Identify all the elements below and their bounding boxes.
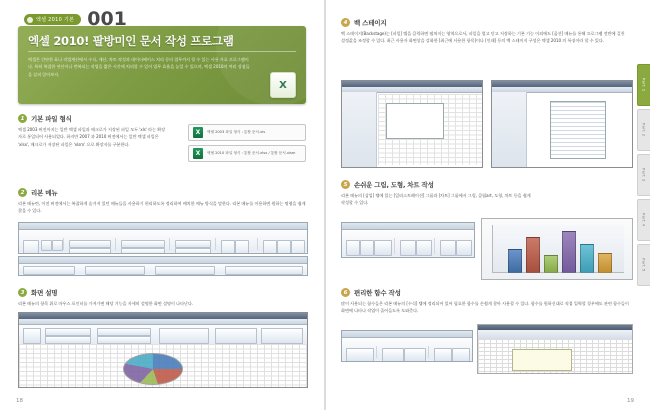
part-tab-4[interactable]	[637, 199, 650, 241]
hero-title: 엑셀 2010! 팔방미인 문서 작성 프로그램	[28, 34, 234, 48]
chart-bar	[562, 231, 576, 273]
section-5-bullet: 5	[341, 180, 350, 189]
excel-ribbon	[19, 325, 307, 346]
tip-box-xlsx	[188, 145, 306, 162]
ribbon-screenshot	[18, 222, 308, 254]
section-3-body: 리본 메뉴의 항목 위로 마우스 포인터를 가져가면 해당 기능을 자세히 설명한 화면 설명이 나타난다.	[18, 301, 194, 306]
hero-banner	[18, 26, 306, 104]
right-page	[325, 0, 650, 410]
section-1-title: 기본 파일 형식	[31, 115, 72, 123]
part-tab-3[interactable]	[637, 154, 650, 196]
insert-ribbon-tabs	[342, 223, 474, 230]
part-tab-strip	[637, 64, 650, 286]
part-tab-2[interactable]	[637, 109, 650, 151]
chart-bar	[544, 255, 558, 273]
excel-file-icon: X	[193, 127, 203, 138]
part-tab-4-label: Part 4	[641, 213, 647, 227]
chart-bar	[508, 249, 522, 273]
part-tab-1[interactable]	[637, 64, 650, 106]
tip-box-xlsx-text: 엑셀 2010 파일 형식 : 통합 문서.xlsx / 통합 문서.xlsm	[207, 150, 296, 155]
section-3-title: 화면 설명	[31, 289, 58, 297]
section-2-body: 리본 메뉴란, 이전 버전에서는 복잡하게 숨겨져 있던 메뉴들을 사용하기 편리하도록 정리하여 배치한 메뉴 방식을 말한다. 리본 메뉴를 이용하면 원하는 명령을 쉽게 찾을 수 있다.	[18, 201, 306, 214]
chart-bar	[580, 244, 594, 273]
insert-ribbon-screenshot	[341, 222, 475, 258]
section-3-bullet: 3	[18, 288, 27, 297]
section-2-head	[18, 188, 306, 197]
insert-ribbon-groups	[342, 230, 474, 256]
hero-divider	[28, 51, 296, 52]
pie-chart-thumbnail	[123, 353, 183, 385]
section-1-body: 엑셀 2003 버전까지는 일반 엑셀 파일과 매크로가 저장된 파일 모두 'xls' 라는 확장자로 통일되어 사용되었다. 하지만 2007 과 2010 버전에서는 일반 엑셀 파일은 'xlsx', 매크로가 저장된 파일은 'xlsm' 으로 확장자를 구분한다.	[18, 127, 166, 147]
excel-icon-letter: X	[279, 79, 287, 91]
formula-ribbon-screenshot	[341, 330, 473, 362]
excel-window-screenshot	[18, 312, 308, 388]
section-5-title: 손쉬운 그림, 도형, 차트 작성	[354, 181, 434, 189]
ribbon-groups-2	[19, 264, 307, 274]
section-6-body: 많이 사용되는 함수들은 리본 메뉴의 [수식] 탭에 정리되어 있어 필요한 함수를 손쉽게 찾아 사용할 수 있다. 함수를 원하신대로 직접 입력할 경우에도 관련 함수들이 화면에 나타나 작업이 줄어들도록 도와준다.	[341, 301, 629, 314]
section-5-body: 리본 메뉴의 [삽입] 탭에 있는 [일러스트레이션] 그룹과 [차트] 그룹에서 그림, 클립art, 도형, 차트 등을 쉽게 작성할 수 있다.	[341, 193, 531, 206]
part-tab-5[interactable]	[637, 244, 650, 286]
section-2-title: 리본 메뉴	[31, 189, 58, 197]
section-1-head	[18, 114, 306, 123]
page-gutter	[324, 0, 326, 410]
ribbon-groups	[19, 230, 307, 252]
chart-bar	[598, 253, 612, 273]
page-number-left: 18	[16, 398, 23, 404]
excel-icon	[270, 72, 296, 98]
formula-ribbon-groups	[342, 338, 472, 360]
excel-file-icon-2: X	[193, 148, 203, 159]
print-preview-page	[550, 101, 606, 159]
section-ribbon-menu	[18, 188, 306, 215]
formula-ribbon-tabs	[342, 331, 472, 338]
section-5-head	[341, 180, 629, 189]
section-4-bullet: 4	[341, 18, 350, 27]
ribbon-screenshot-2	[18, 256, 308, 276]
part-tab-2-label: Part 2	[641, 123, 647, 137]
chapter-number: 001	[87, 8, 127, 30]
section-functions	[341, 288, 629, 315]
section-4-head	[341, 18, 629, 27]
part-tab-5-label: Part 5	[641, 258, 647, 272]
backstage-screenshot-1	[341, 80, 483, 168]
page-number-right: 19	[627, 398, 634, 404]
section-4-title: 백 스테이지	[354, 19, 387, 27]
section-6-bullet: 6	[341, 288, 350, 297]
part-tab-3-label: Part 3	[641, 168, 647, 182]
section-6-head	[341, 288, 629, 297]
ribbon-tabs	[19, 223, 307, 230]
function-tooltip-list	[512, 349, 572, 371]
section-6-title: 편리한 함수 작성	[354, 289, 401, 297]
section-insert-objects	[341, 180, 629, 207]
backstage-left-nav-1	[342, 92, 377, 167]
section-1-bullet: 1	[18, 114, 27, 123]
tip-box-xls	[188, 124, 306, 141]
section-3-head	[18, 288, 306, 297]
backstage-screenshot-2	[491, 80, 633, 168]
chart-bar	[526, 237, 540, 273]
chapter-tag-label: 엑셀 2010 기본	[24, 14, 81, 25]
section-backstage	[341, 18, 629, 45]
hero-body: 엑셀은 간단한 표나 작업계산에서 수식, 계산, 차트 작성과 데이터베이스 처리 등의 업무까지 할 수 있는 사용 자료 프로그램이다. 특히 복잡한 연산이나 반복되는 작업을 짧은 시간에 처리할 수 있어 업무 효율을 높일 수 있으며, 엑셀 2010의 여러 장점들을 살펴 알아보자.	[28, 57, 250, 77]
backstage-doc-thumb	[386, 103, 444, 139]
chapter-tag	[24, 10, 127, 29]
ribbon-tabs-2	[19, 257, 307, 264]
tip-box-xls-text: 엑셀 2003 파일 형식 : 통합 문서.xls	[207, 129, 266, 134]
backstage-left-nav-2	[492, 92, 527, 167]
section-4-body: 백 스테이지(Backstage)는 [파일] 탭을 클릭하면 펼쳐지는 영역으로서, 파일을 열고 닫고 저장하는 기본 기능 이외에도 [옵션] 메뉴를 통해 프로그램 전반에 걸친 설정값을 조정할 수 있다. 최근 사용자 화면상을 강화한 [최근에 사용한 항목]이나 [인쇄] 등의 백 스테이지 구성은 엑셀 2010 의 특징이라 할 수 있다.	[341, 31, 625, 44]
part-tab-1-label: Part 1	[641, 78, 647, 92]
section-2-bullet: 2	[18, 188, 27, 197]
3d-chart-screenshot	[481, 218, 633, 280]
section-screen-tip	[18, 288, 306, 307]
function-autocomplete-screenshot	[477, 324, 633, 374]
